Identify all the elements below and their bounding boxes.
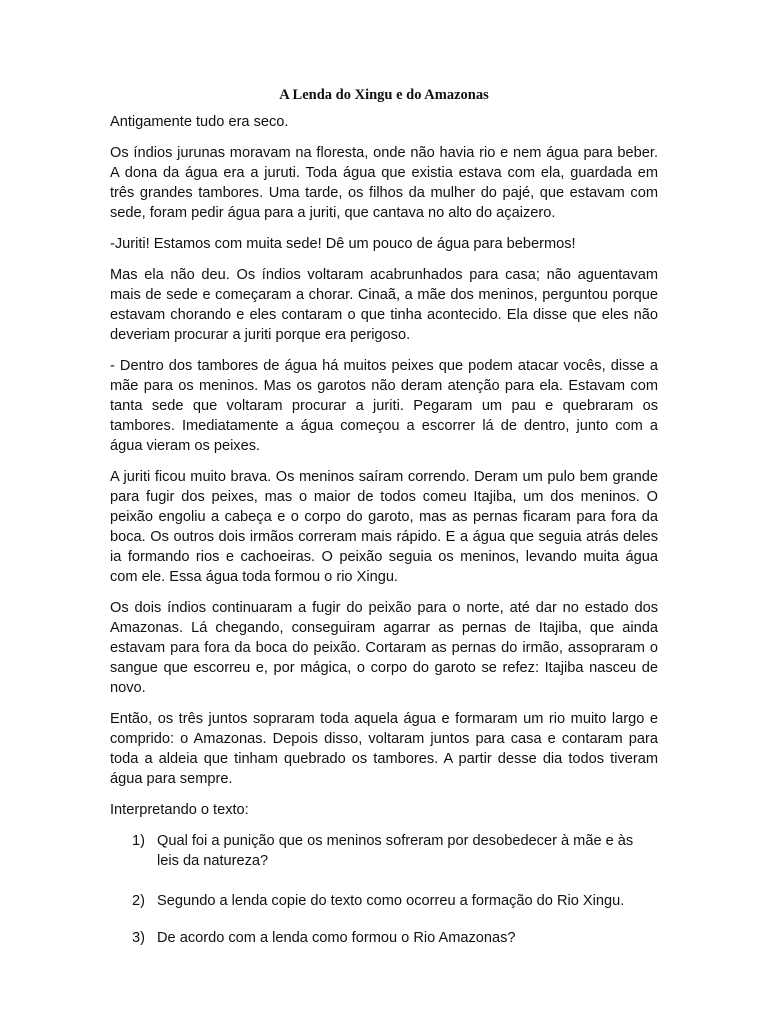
questions-heading: Interpretando o texto: bbox=[110, 802, 249, 818]
question-number: 1) bbox=[132, 833, 145, 849]
document-title: A Lenda do Xingu e do Amazonas bbox=[279, 87, 489, 103]
question-number: 3) bbox=[132, 930, 145, 946]
paragraph: Então, os três juntos sopraram toda aquela água e formaram um rio muito largo e comprido: o Amazonas. Depois disso, voltaram juntos para casa e contaram para toda a aldeia que tinham quebrado os tambores. A partir desse dia todos tiveram água para sempre. bbox=[110, 711, 658, 787]
question-list bbox=[110, 831, 658, 948]
question-text: Segundo a lenda copie do texto como ocorreu a formação do Rio Xingu. bbox=[157, 893, 625, 909]
question-item bbox=[132, 831, 658, 871]
question-number: 2) bbox=[132, 893, 145, 909]
document-body bbox=[110, 112, 658, 948]
question-text: De acordo com a lenda como formou o Rio Amazonas? bbox=[157, 930, 516, 946]
paragraph: - Dentro dos tambores de água há muitos peixes que podem atacar vocês, disse a mãe para os meninos. Mas os garotos não deram atenção para ela. Estavam com tanta sede que voltaram procurar a juriti. Pegaram um pau e quebraram os tambores. Imediatamente a água começou a escorrer lá de dentro, junto com a água vieram os peixes. bbox=[110, 358, 658, 454]
paragraph: A juriti ficou muito brava. Os meninos saíram correndo. Deram um pulo bem grande para fugir dos peixes, mas o maior de todos comeu Itajiba, um dos meninos. O peixão engoliu a cabeça e o corpo do garoto, mas as pernas ficaram para fora da boca. Os outros dois irmãos correram mais rápido. E a água que seguia atrás deles ia formando rios e cachoeiras. O peixão seguia os meninos, levando muita água com ele. Essa água toda formou o rio Xingu. bbox=[110, 469, 658, 585]
paragraph-intro: Antigamente tudo era seco. bbox=[110, 114, 289, 130]
paragraph: Os índios jurunas moravam na floresta, onde não havia rio e nem água para beber. A dona da água era a juruti. Toda água que existia estava com ela, guardada em três grandes tambores. Uma tarde, os filhos da mulher do pajé, que estavam com sede, foram pedir água para a juriti, que cantava no alto do açaizero. bbox=[110, 145, 658, 221]
question-item bbox=[132, 891, 658, 911]
paragraph: Os dois índios continuaram a fugir do peixão para o norte, até dar no estado dos Amazonas. Lá chegando, conseguiram agarrar as pernas de Itajiba, que ainda estavam para fora da boca do peixão. Cortaram as pernas do irmão, assopraram o sangue que escorreu e, por mágica, o corpo do garoto se refez: Itajiba nasceu de novo. bbox=[110, 600, 658, 696]
question-text: Qual foi a punição que os meninos sofreram por desobedecer à mãe e às leis da natureza? bbox=[157, 833, 634, 869]
paragraph: Mas ela não deu. Os índios voltaram acabrunhados para casa; não aguentavam mais de sede e começaram a chorar. Cinaã, a mãe dos meninos, perguntou porque estavam chorando e eles contaram o que tinha acontecido. Ela disse que eles não deveriam procurar a juriti porque era perigoso. bbox=[110, 267, 658, 343]
question-item bbox=[132, 928, 658, 948]
paragraph-dialogue: -Juriti! Estamos com muita sede! Dê um pouco de água para bebermos! bbox=[110, 236, 576, 252]
